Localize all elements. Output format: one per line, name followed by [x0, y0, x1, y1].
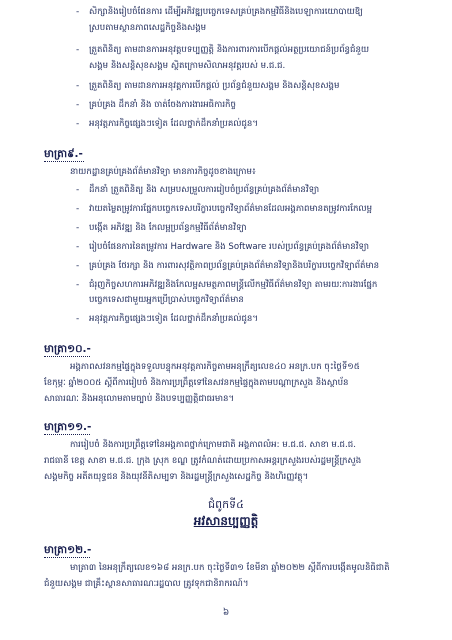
paragraph-line: សង្គមកិច្ច អតីតយុទ្ធជន និងយុវនីតិសម្បទា និងរដ្ឋមន្ត្រីក្រសួងសេដ្ឋកិច្ច និងហិរញ្ញវត្ថុ។ [44, 472, 309, 482]
article-heading: មាត្រា៩.- [44, 148, 83, 160]
chapter-label: ជំពូកទី៤ [208, 498, 244, 511]
list-item-line: បច្ចេកទេសជាមួយអ្នកប្រើប្រាស់បច្ចេកវិទ្យាព័ត៌មាន [89, 295, 244, 305]
bullet-dash: - [76, 7, 80, 17]
paragraph-line: ខែកុម្ភៈ ឆ្នាំ២០០៥ ស្តីពីការរៀបចំ និងការប្រព្រឹត្តទៅនៃសវនកម្មផ្ទៃក្នុងតាមបណ្តាក្រសួង និងស្ថាប័ន [44, 378, 349, 388]
paragraph-line: អង្គភាពសវនកម្មផ្ទៃក្នុងទទួលបន្ទុកអនុវត្តភារកិច្ចតាមអនុក្រឹត្យលេខ៤០ អនក្រ.បក ចុះថ្ងៃទី១៥ [70, 362, 360, 372]
list-item-line: ស្របតាមស្ថានភាពសេដ្ឋកិច្ចនិងសង្គម [89, 23, 207, 33]
list-item-line: ត្រួតពិនិត្យ តាមដានការអនុវត្តបទប្បញ្ញត្តិ និងការពារការបើកផ្តល់អត្ថប្រយោជន៍ប្រព័ន្ធជំនួយ [89, 45, 370, 55]
list-item-line: បង្កើត អភិវឌ្ឍ និង កែលម្អប្រព័ន្ធកម្មវិធីព័ត៌មានវិទ្យា [89, 223, 247, 233]
list-item-line: សិក្សានិងរៀបចំផែនការ ដើម្បីអភិវឌ្ឍបច្ចេកទេសគ្រប់គ្រងកម្មវិធីនិងបេឡាការយោបាយឱ្យ [89, 7, 363, 17]
list-item-line: រៀបចំផែនការនៃតម្រូវការ Hardware និង Software របស់ប្រព័ន្ធគ្រប់គ្រងព័ត៌មានវិទ្យា [89, 242, 370, 252]
heading-underline [44, 356, 90, 358]
paragraph-line: ការរៀបចំ និងការប្រព្រឹត្តទៅនៃអង្គភាពថ្នាក់ក្រោមជាតិ អង្គភាពលំអ: ម.ជ.ជ. សាខា ម.ជ.ជ. [70, 440, 356, 450]
paragraph-line: មាត្រា៣ នៃអនុក្រឹត្យលេខ១៦៨ អនក្រ.បក ចុះថ្ងៃទី៣១ ខែមីនា ឆ្នាំ២០២២ ស្តីពីការបង្កើតមូលនិធិជាតិ [70, 563, 390, 573]
heading-underline [44, 557, 90, 559]
chapter-title: អវសានប្បញ្ញត្តិ [193, 514, 259, 528]
list-item-line: វាយតម្លៃតម្រូវការផ្នែកបច្ចេកទេសបរិក្ខារបច្ចេកវិទ្យាព័ត៌មានដែលអង្គភាពមានតម្រូវការកែលម្អ [89, 204, 373, 214]
page-number: ៦ [222, 608, 230, 618]
chapter-title-wrap [0, 514, 452, 529]
list-item-line: អនុវត្តភារកិច្ចផ្សេងៗទៀត ដែលថ្នាក់ដឹកនាំប្រគល់ជូន។ [89, 119, 259, 129]
article-heading: មាត្រា១២.- [44, 544, 92, 556]
list-item-line: គ្រប់គ្រង ដឹកនាំ និង ចាត់ចែងការងារអធិការកិច្ច [89, 100, 236, 110]
list-item-line: គ្រប់គ្រង ថែរក្សា និង ការពារសុវត្ថិភាពប្រព័ន្ធគ្រប់គ្រងព័ត៌មានវិទ្យានិងបរិក្ខារបច្ចេកវិទ្យាព័ត៌មាន [89, 261, 380, 271]
bullet-dash: - [76, 100, 80, 110]
article-heading: មាត្រា១១.- [44, 421, 92, 433]
paragraph-line: សាធារណៈ និងអនុលោមតាមច្បាប់ និងបទប្បញ្ញត្តិជាធរមាន។ [44, 394, 235, 404]
article-heading: មាត្រា១០.- [44, 343, 91, 355]
bullet-dash: - [76, 314, 80, 324]
bullet-dash: - [76, 81, 80, 91]
bullet-dash: - [76, 119, 80, 129]
bullet-dash: - [76, 280, 80, 290]
bullet-dash: - [76, 45, 80, 55]
list-item-line: ដឹកនាំ ត្រួតពិនិត្យ និង សម្របសម្រួលការរៀបចំប្រព័ន្ធគ្រប់គ្រងព័ត៌មានវិទ្យា [89, 185, 320, 195]
list-item-line: ត្រួតពិនិត្យ តាមដានការអនុវត្តការបើកផ្តល់ ប្រព័ន្ធជំនួយសង្គម និងសន្តិសុខសង្គម [89, 81, 340, 91]
bullet-dash: - [76, 223, 80, 233]
bullet-dash: - [76, 204, 80, 214]
bullet-dash: - [76, 261, 80, 271]
list-item-line: អនុវត្តភារកិច្ចផ្សេងៗទៀត ដែលថ្នាក់ដឹកនាំប្រគល់ជូន។ [89, 314, 259, 324]
heading-underline [44, 434, 90, 436]
bullet-dash: - [76, 185, 80, 195]
bullet-dash: - [76, 242, 80, 252]
paragraph-line: ជំនួយសង្គម ជាគ្រឹះស្ថានសាធារណៈរដ្ឋបាល ត្រូវទុកជានិរាករណ៍។ [44, 579, 249, 589]
list-item-line: ជំរុញកិច្ចសហការអភិវឌ្ឍនិងកែលម្អសមត្ថភាពមន្ត្រីលើកម្មវិធីព័ត៌មានវិទ្យា តាមរយៈការងារផ្នែក [89, 280, 378, 290]
paragraph-line: រាជធានី ខេត្ត សាខា ម.ជ.ជ. ក្រុង ស្រុក ខណ្ឌ ត្រូវកំណត់ដោយប្រកាសអន្តរក្រសួងរបស់រដ្ឋមន្ត្រីក្រសួង [44, 456, 362, 466]
heading-underline [44, 161, 84, 163]
article-intro: នាយកដ្ឋានគ្រប់គ្រងព័ត៌មានវិទ្យា មានភារកិច្ចដូចខាងក្រោម៖ [70, 167, 256, 177]
list-item-line: សង្គម និងសន្តិសុខសង្គម ស្ថិតក្រោមសិលាអនុវត្តរបស់ ម.ជ.ជ. [89, 61, 286, 71]
